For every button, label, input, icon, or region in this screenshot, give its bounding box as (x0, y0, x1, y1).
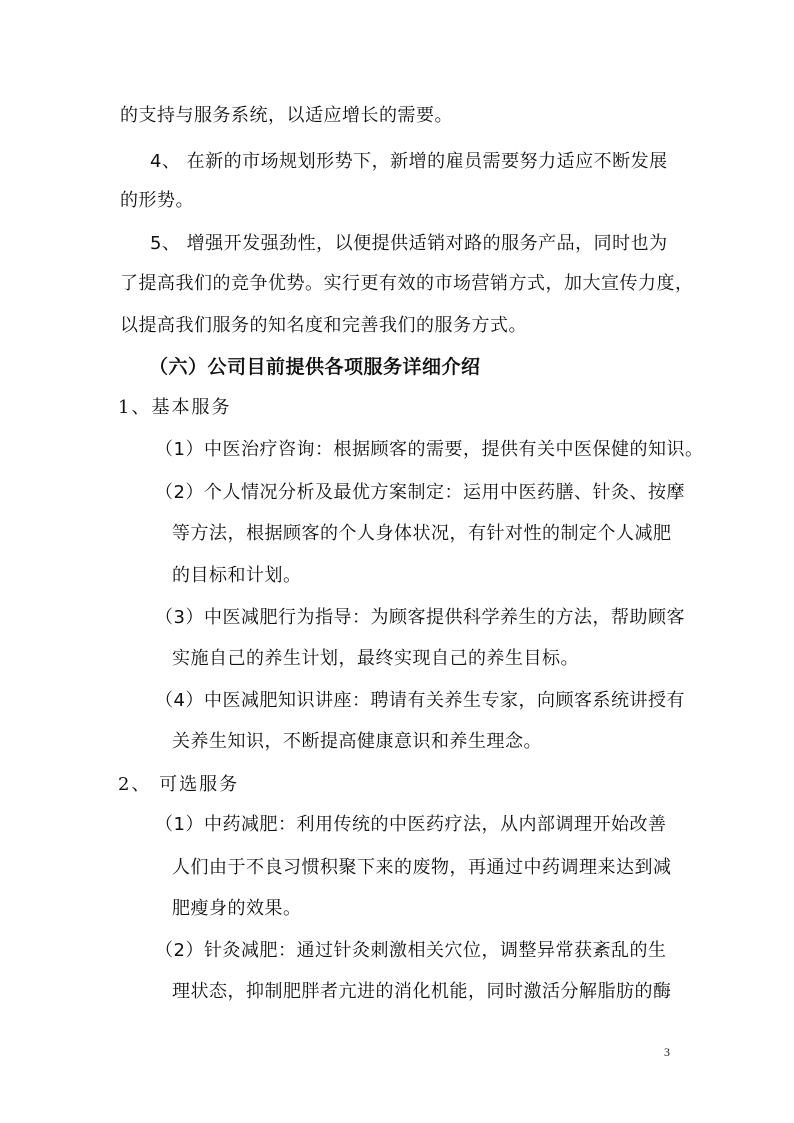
optional-service-2-line-1: （2）针灸减肥：通过针灸刺激相关穴位，调整异常获紊乱的生 (155, 940, 667, 961)
basic-service-2-line-3: 的目标和计划。 (172, 565, 302, 586)
numbered-item-4-line-2: 的形势。 (120, 190, 194, 211)
page-number: 3 (664, 1045, 670, 1059)
basic-service-2-line-2: 等方法，根据顾客的个人身体状况，有针对性的制定个人减肥 (172, 523, 672, 544)
optional-services-title: 2、 可选服务 (118, 774, 240, 795)
section-heading: （六）公司目前提供各项服务详细介绍 (149, 356, 481, 378)
optional-service-2-line-2: 理状态，抑制肥胖者亢进的消化机能，同时激活分解脂肪的酶 (172, 981, 672, 1002)
basic-service-4-line-2: 关养生知识，不断提高健康意识和养生理念。 (172, 731, 542, 752)
basic-service-4-line-1: （4）中医减肥知识讲座：聘请有关养生专家，向顾客系统讲授有 (155, 690, 685, 711)
basic-service-1-line-1: （1）中医治疗咨询：根据顾客的需要，提供有关中医保健的知识。 (155, 439, 704, 460)
optional-service-1-line-2: 人们由于不良习惯积聚下来的废物，再通过中药调理来达到减 (172, 857, 672, 878)
paragraph-tail: 的支持与服务系统，以适应增长的需要。 (120, 105, 453, 126)
basic-service-3-line-1: （3）中医减肥行为指导：为顾客提供科学养生的方法，帮助顾客 (155, 607, 685, 628)
numbered-item-5-line-3: 以提高我们服务的知名度和完善我们的服务方式。 (120, 315, 527, 336)
numbered-item-5-line-1: 5、 增强开发强劲性，以便提供适销对路的服务产品，同时也为 (150, 233, 668, 254)
basic-service-3-line-2: 实施自己的养生计划，最终实现自己的养生目标。 (172, 648, 579, 669)
numbered-item-5-line-2: 了提高我们的竞争优势。实行更有效的市场营销方式，加大宣传力度， (120, 273, 694, 294)
basic-services-title: 1、基本服务 (118, 397, 232, 418)
optional-service-1-line-3: 肥瘦身的效果。 (172, 898, 302, 919)
numbered-item-4-line-1: 4、 在新的市场规划形势下，新增的雇员需要努力适应不断发展 (150, 151, 668, 172)
optional-service-1-line-1: （1）中药减肥：利用传统的中医药疗法，从内部调理开始改善 (155, 814, 667, 835)
basic-service-2-line-1: （2）个人情况分析及最优方案制定：运用中医药膳、针灸、按摩 (155, 482, 685, 503)
